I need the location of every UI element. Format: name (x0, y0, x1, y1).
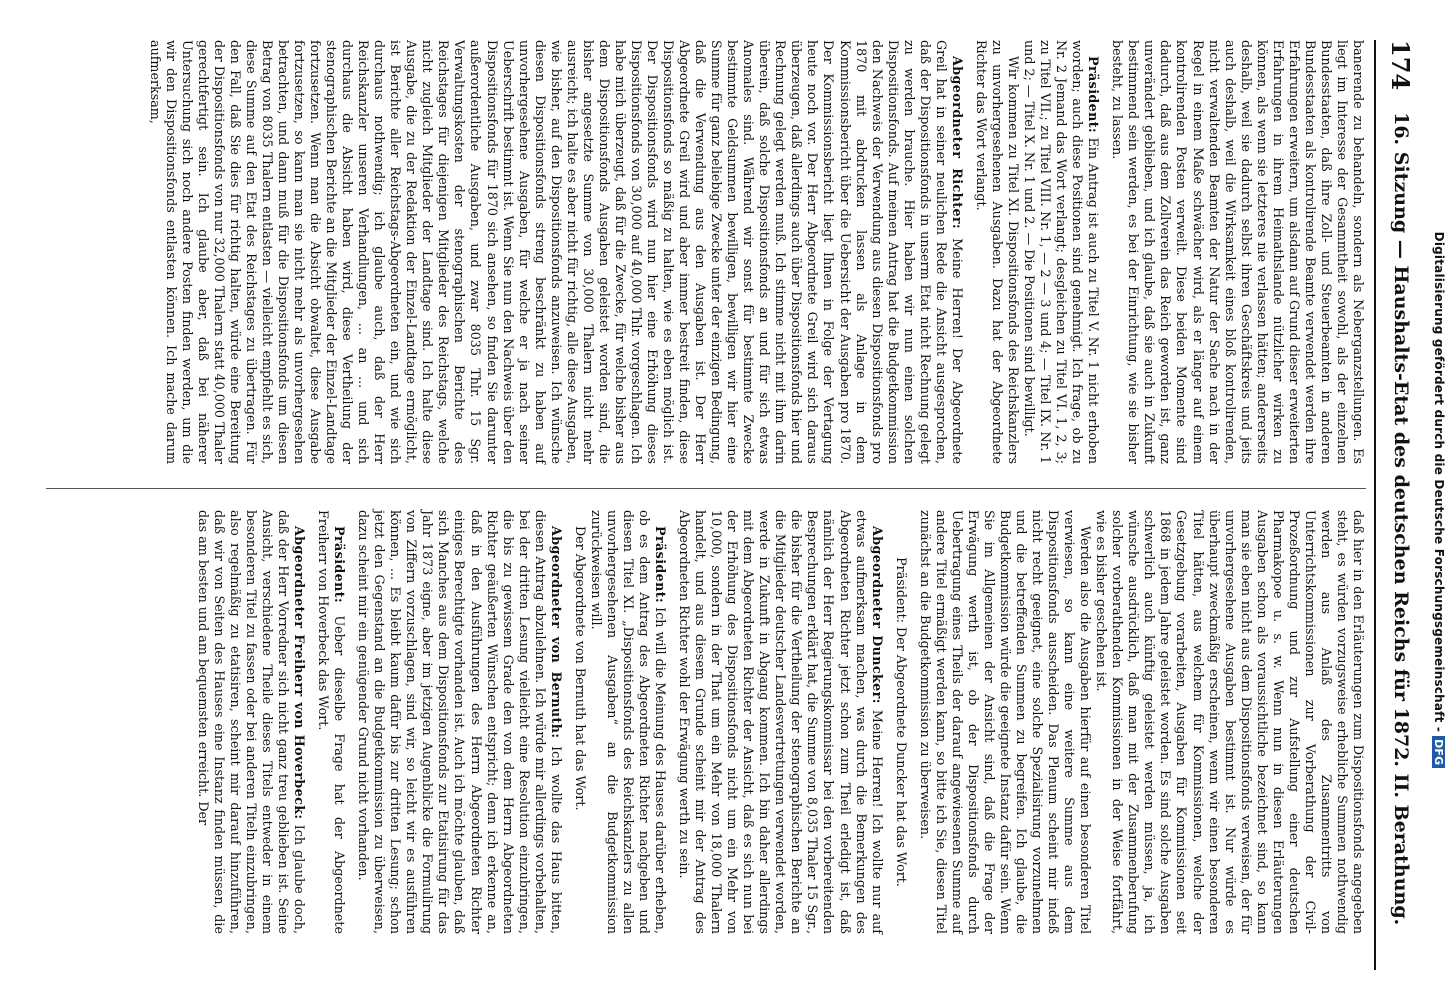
paragraph-gap (965, 40, 973, 464)
text-column-left (36, 40, 1366, 464)
paragraph (1109, 40, 1366, 464)
dfg-logo: DFG (1432, 736, 1445, 768)
speaker-name: Abgeordneter von Bernuth: (548, 526, 564, 739)
text-column-right (36, 510, 1366, 934)
paragraph-text: Ich glaube doch, daß der Herr Vorredner sich nicht ganz treu geblieben ist. Seine Ansicht, verschiedene Theile dieses Titels entweder in einem besonderen Titel zu fassen oder bei anderen Titeln einzubringen, also regelmäßig zu etatisiren, scheint mir darauf hinzuführen, daß wir von Seiten des Hauses eine Instanz finden müssen, die das am besten und am bequemsten erreicht. Der (195, 510, 308, 934)
speaker-name: Präsident: (653, 526, 669, 604)
paragraph-text: Wir kommen zu Titel XI. Dispositionsfonds des Reichskanzlers zu unvorhergesehenen Ausgaben. Dazu hat der Abgeordnete Richter das Wort verlangt. (973, 40, 1022, 464)
paragraph (917, 510, 1094, 934)
paragraph-text: banerende zu behandeln, sondern als Neberganzstellungen. Es liegt im Interesse der Gesammtheit sowohl, als der einzelnen Bundesstaaten, daß ihre Zoll- und Steuerbeamten in anderen Bundesstaaten als kontrolirende Beamte verwendet werden ihre Erfahrungen erweitern, um alsdann auf Grund dieser erweiterten Erfahrungen in ihrem Heimathslande nützlicher wirken zu können, als wenn sie letzteres nie verlassen hätten; andererseits deshalb, weil sie dadurch selbst ihren Geschäftskreis und jeits auch deshalb, weil die Wirksamkeit eines bloß kontrolirenden, nicht verwaltenden Beamten der Natur der Sache nach in der Regel in einem Maße schwächer wird, als er länger auf einem kontrolirenden Posten verweilt. Diese beiden Momente sind dadurch, daß aus dem Zollverein das Reich geworden ist, ganz unverändert geblieben, und ich glaube, daß sie auch in Zukunft bestimmend sein werden, es bei der Einrichtung, wie sie bisher besteht, zu lassen. (1110, 40, 1366, 464)
paragraph (1093, 510, 1366, 934)
paragraph-text: Der Abgeordnete von Bernuth hat das Wort. (572, 526, 588, 811)
paragraph (973, 40, 1021, 464)
paragraph (355, 510, 564, 934)
speaker-name: Abgeordneter Richter: (949, 56, 965, 230)
paragraph-text: Meine Herren! Der Abgeordnete Greil hat in seiner neulichen Rede die Ansicht ausgesprochen, daß der Dispositionsfonds in unserm Etat nicht Rechnung gelegt zu werden brauche. Hier haben wir nun einen solchen Dispositionsfonds. Auf meinen Antrag hat die Budgetkommission den Nachweis der Verwendung aus diesen Dispositionsfonds pro 1870 mit abdrucken lassen als Anlage in dem Kommissionsbericht über die Uebersicht der Ausgaben pro 1870. Der Kommissionsbericht liegt Ihnen in Folge der Vertagung heute noch vor. Der Herr Abgeordnete Greil wird sich daraus überzeugen, daß allerdings auch über Dispositionsfonds hier und Rechnung gelegt werden muß. Ich stimme nicht mit ihm darin überein, daß solche Dispositionsfonds an und für sich etwas Anomales sind. Während wir sonst für bestimmte Zwecke bestimmte Geldsummen bewilligen, bewilligen wir hier eine Summe für ganz beliebige Zwecke unter der einzigen Bedingung, daß die Verwendung aus den Ausgaben ist. Der Herr Abgeordnete Greil wird und aber immer bestreit finden, diese Dispositionsfonds so mäßig zu halten, wie es eben möglich ist. Der Dispositionsfonds wird nun hier eine Erhöhung dieses Dispositionsfonds von 30,000 auf 40,000 Thlr. vorgeschlagen. Ich habe mich überzeugt, daß für die Zwecke, für welche bisher aus dem Dispositionsfonds Ausgaben geleistet worden sind, die bisher angesetzte Summe von 30,000 Thalern nicht mehr ausreicht; ich halte es aber nicht für richtig, alle diese Ausgaben, wie bisher, auf den Dispositionsfonds anzuweisen. Ich wünsche diesen Dispositionsfonds streng beschränkt zu haben auf unvorhergesehene Ausgaben, für welche er ja nach seiner Ueberschrift bestimmt ist. Wenn Sie nun den Nachweis über den Dispositionsfonds für 1870 sich ansehen, so finden Sie darunter außerordentliche Ausgaben, und zwar 8035 Thlr. 15 Sgr. Verwaltungskosten der stenographischen Berichte des Reichstages für diejenigen Mitglieder des Reichstags, welche nicht zugleich Mitglieder der Landtage sind. Ich halte diese Ausgabe, die zu der Redaktion der Einzel-Landtage ermöglicht, ist Berichte aller Reichstags-Abgeordneten ein, und wie sich durchaus nothwendig; ich glaube auch, daß der Herr Reichskanzler unseren Verhandlungen, ... an ... und sich durchaus die Absicht haben wird, diese Vertheilung der stenographischen Berichte an die Mitglieder der Einzel-Landtage fortzusetzen. Wenn man die Absicht obwaltet, diese Ausgabe fortzusetzen, so kann man sie nicht mehr als unvorhergesehen betrachten, und dann muß für die Dispositionsfonds um diesen Betrag von 8035 Thalern entlasten — vielleicht empfiehlt es sich, diese Summe auf den Etat des Reichstages zu übertragen. Für den Fall, daß Sie dies für richtig halten, würde eine Bereitung der Dispositionsfonds von nur 32,000 Thalern statt 40,000 Thaler gerechtfertigt sein. Ich glaube aber, daß bei näherer Untersuchung sich noch andere Posten finden werden, um die wir den Dispositionsfonds entlasten können. Ich mache darum aufmerksam, (147, 40, 965, 464)
paragraph-text: Ueber dieselbe Frage hat der Abgeordnete Freiherr von Hoverbeck das Wort. (316, 510, 348, 934)
paragraph (676, 510, 885, 934)
paragraph-text: Ein Antrag ist auch zu Titel V. Nr. 1 nicht erhoben worden; auch diese Positionen sind genehmigt. Ich frage, ob zu Nr. 2 Jemand das Wort verlangt; desgleichen zu Titel VI. 1, 2, 3; zu Titel VII.; zu Titel VIII. Nr. 1, — 2 — 3 und 4; — Titel IX. Nr. 1 und 2; — Titel X. Nr. 1 und 2. — Die Positionen sind bewilligt. (1022, 40, 1102, 464)
paragraph-text: Ich wollte das Haus bitten, diesen Antrag abzulehnen. Ich würde mir allerdings vorbehalten, bei der dritten Lesung vielleicht eine Resolution einzubringen, die bis zu gewissem Grade den von dem Herrn Abgeordneten Richter geäußerten Wünschen entspricht; denn ich erkenne an, daß in den Ausführungen des Herrn Abgeordneten Richter einiges Berechtigte vorhanden ist. Auch ich möchte glauben, daß sich Manches aus dem Dispositionsfonds zur Etatisirung für das Jahr 1873 eigne, aber im jetzigen Augenblicke die Formulirung von Ziffern vorzuschlagen, sind wir, so leicht wir es ausführen können, ... Es bleibt kaum dafür bis zur dritten Lesung; schon jetzt den Gegenstand an die Budgetkommission zu überweisen, dazu scheint mir ein genügender Grund nicht vorhanden. (356, 510, 564, 934)
speaker-name: Präsident: (332, 526, 348, 604)
paragraph-gap (1101, 40, 1109, 464)
session-title: 16. Sitzung (1390, 112, 1412, 234)
paragraph-text: Präsident: Der Abgeordnete Duncker hat das Wort. (893, 557, 909, 887)
paragraph-text: Werden also die Ausgaben hierfür auf einen besonderen Titel verwiesen, so kann eine weitere Summe aus dem Dispositionsfonds ausscheiden. Das Plenum scheint mir indeß nicht recht geeignet, eine solche Spezialisirung vorzunehmen und die betreffenden Summen zu begreifen. Ich glaube, die Budgetkommission würde die geeignete Instanz dafür sein. Wenn Sie im Allgemeinen der Ansicht sind, daß die Frage der Erwägung werth ist, ob der Dispositionsfonds durch Uebertragung eines Theils der darauf angewiesenen Summe auf andere Titel ermäßigt werden kann, so bitte ich Sie, diesen Titel zunächst an die Budgetkommission zu überweisen. (917, 510, 1094, 934)
paragraph-gap (347, 510, 355, 934)
paragraph (1021, 40, 1101, 464)
speaker-name: Präsident: (1086, 56, 1102, 134)
paragraph (195, 510, 307, 934)
digitization-credit: Digitalisierung gefördert durch die Deutsche Forschungsgemeinschaft - (1432, 231, 1446, 733)
paragraph-gap (307, 510, 315, 934)
page-number: 174 (1386, 40, 1416, 91)
paragraph-text: Ich will die Meinung des Hauses darüber erheben, ob es dem Antrag des Abgeordneten Richter nachgeben und diesen Titel XI. „Dispositionsfonds des Reichskanzlers zu allen unvorhergesehenen Ausgaben“ an die Budgetkommission zurückweisen will. (588, 510, 669, 934)
speaker-name: Abgeordneter Freiherr von Hoverbeck: (292, 526, 308, 820)
speaker-name: Abgeordneter Duncker: (869, 526, 885, 704)
column-divider (46, 488, 1366, 489)
paragraph (572, 510, 588, 934)
paragraph-text: Meine Herren! Ich wollte nur auf etwas aufmerksam machen, was durch die Bemerkungen des Abgeordneten Richter jetzt schon zum Theil erledigt ist, daß nämlich der Herr Regierungskommissar bei den vorbereitenden Besprechungen erklärt hat, die Summe von 8,035 Thaler 15 Sgr., die bisher für die Vertheilung der stenographischen Berichte an die Mitglieder deutscher Landesvertretungen verwendet worden, werde in Zukunft in Abgang kommen. Ich bin daher allerdings mit dem Abgeordneten Richter der Ansicht, daß es sich nun bei der Erhöhung des Dispositionsfonds nicht um ein Mehr von 10,000, sondern in der That um ein Mehr von 18,000 Thalern handelt, und aus diesem Grunde scheint mir der Antrag des Abgeordneten Richter wohl der Erwägung werth zu sein. (677, 510, 885, 934)
paragraph-gap (668, 510, 676, 934)
running-title: — Haushalts-Etat des deutschen Reichs für 1872. II. Berathung. (1390, 239, 1412, 926)
page-footer (1432, 0, 1446, 1000)
centered-line (893, 510, 909, 934)
paragraph-gap (564, 510, 572, 934)
paragraph (315, 510, 347, 934)
paragraph-text: daß hier in den Erläuterungen zum Dispositionsfonds angegeben steht, es würden vorzugsweise erhebliche Summen nothwendig werden aus Anlaß des Zusammentritts von Unterrichtskommissionen zur Vorberathung der Civil-Prozeßordnung und zur Aufstellung einer deutschen Pharmakopoe u. s. w. Wenn nun in diesen Erläuterungen Ausgaben schon als voraussichtliche bezeichnet sind, so kann man sie eben nicht aus dem Dispositionsfonds verweisen, der für unvorhergesehene Ausgaben bestimmt ist. Nur würde es überhaupt zweckmäßig erscheinen, wenn wir einen besonderen Titel hätten, aus welchem für Kommissionen, welche der Gesetzgebung vorarbeiten, Ausgaben für Kommissionen seit 1868 in jedem Jahre geleistet worden. Es sind solche Ausgaben schwerlich auch künftig geleistet werden müssen, ja, ich wünsche ausdrücklich, daß man mit der Zusammenberufung solcher vorberathenden Kommissionen in der Weise fortfährt, wie es bisher geschehen ist. (1094, 510, 1366, 934)
paragraph (146, 40, 964, 464)
paragraph (588, 510, 668, 934)
page-header (1374, 40, 1426, 970)
